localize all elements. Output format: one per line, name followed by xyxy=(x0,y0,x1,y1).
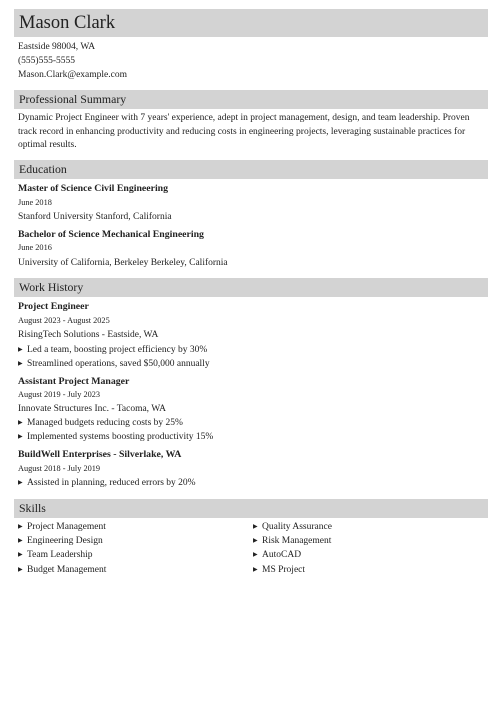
job-company: RisingTech Solutions - Eastside, WA xyxy=(18,330,159,340)
list-item: ▶ Streamlined operations, saved $50,000 annually xyxy=(18,359,210,369)
summary-text: Dynamic Project Engineer with 7 years' experience, adept in project management, design, and team leadership. Proven track record in enhancing productivity and reducing costs in engineering projects, leveraging sustainable practices for optimal results. xyxy=(18,113,470,151)
section-heading-education: Education xyxy=(14,160,488,179)
job-dates: August 2019 - July 2023 xyxy=(18,390,101,399)
bullet-icon: ▶ xyxy=(18,434,23,440)
job-dates: August 2023 - August 2025 xyxy=(18,316,110,325)
bullet-icon: ▶ xyxy=(18,524,23,530)
skill-item: ▶ AutoCAD xyxy=(253,550,302,560)
bullet-icon: ▶ xyxy=(253,567,258,573)
skill-item: ▶ MS Project xyxy=(253,565,306,575)
email: Mason.Clark@example.com xyxy=(18,70,127,80)
bullet-icon: ▶ xyxy=(253,524,258,530)
job-dates: August 2018 - July 2019 xyxy=(18,464,101,473)
job-title: BuildWell Enterprises - Silverlake, WA xyxy=(18,449,182,460)
list-item: ▶ Led a team, boosting project efficiency by 30% xyxy=(18,345,208,355)
bullet-icon: ▶ xyxy=(18,538,23,544)
bullet-icon: ▶ xyxy=(253,552,258,558)
list-item: ▶ Implemented systems boosting productivity 15% xyxy=(18,432,214,442)
education-degree: Bachelor of Science Mechanical Engineering xyxy=(18,229,204,240)
phone: (555)555-5555 xyxy=(18,56,75,66)
skill-item: ▶ Quality Assurance xyxy=(253,522,332,532)
education-school: University of California, Berkeley Berkeley, California xyxy=(18,258,228,268)
education-degree: Master of Science Civil Engineering xyxy=(18,183,169,194)
list-item: ▶ Assisted in planning, reduced errors by 20% xyxy=(18,478,196,488)
skill-item: ▶ Risk Management xyxy=(253,536,332,546)
skill-item: ▶ Project Management xyxy=(18,522,106,532)
job-title: Assistant Project Manager xyxy=(18,376,130,387)
job-title: Project Engineer xyxy=(18,301,89,312)
skill-item: ▶ Engineering Design xyxy=(18,536,103,546)
name-header: Mason Clark xyxy=(14,9,488,37)
bullet-icon: ▶ xyxy=(18,347,23,353)
section-heading-skills: Skills xyxy=(14,499,488,518)
section-heading-work: Work History xyxy=(14,278,488,297)
bullet-icon: ▶ xyxy=(18,420,23,426)
list-item: ▶ Managed budgets reducing costs by 25% xyxy=(18,418,183,428)
bullet-icon: ▶ xyxy=(18,361,23,367)
address: Eastside 98004, WA xyxy=(18,42,96,52)
bullet-icon: ▶ xyxy=(253,538,258,544)
section-heading-summary: Professional Summary xyxy=(14,90,488,109)
bullet-icon: ▶ xyxy=(18,480,23,486)
bullet-icon: ▶ xyxy=(18,552,23,558)
bullet-icon: ▶ xyxy=(18,567,23,573)
education-date: June 2018 xyxy=(18,198,52,207)
skill-item: ▶ Team Leadership xyxy=(18,550,93,560)
education-date: June 2016 xyxy=(18,243,52,252)
job-company: Innovate Structures Inc. - Tacoma, WA xyxy=(18,404,167,414)
education-school: Stanford University Stanford, California xyxy=(18,212,172,222)
skill-item: ▶ Budget Management xyxy=(18,565,107,575)
